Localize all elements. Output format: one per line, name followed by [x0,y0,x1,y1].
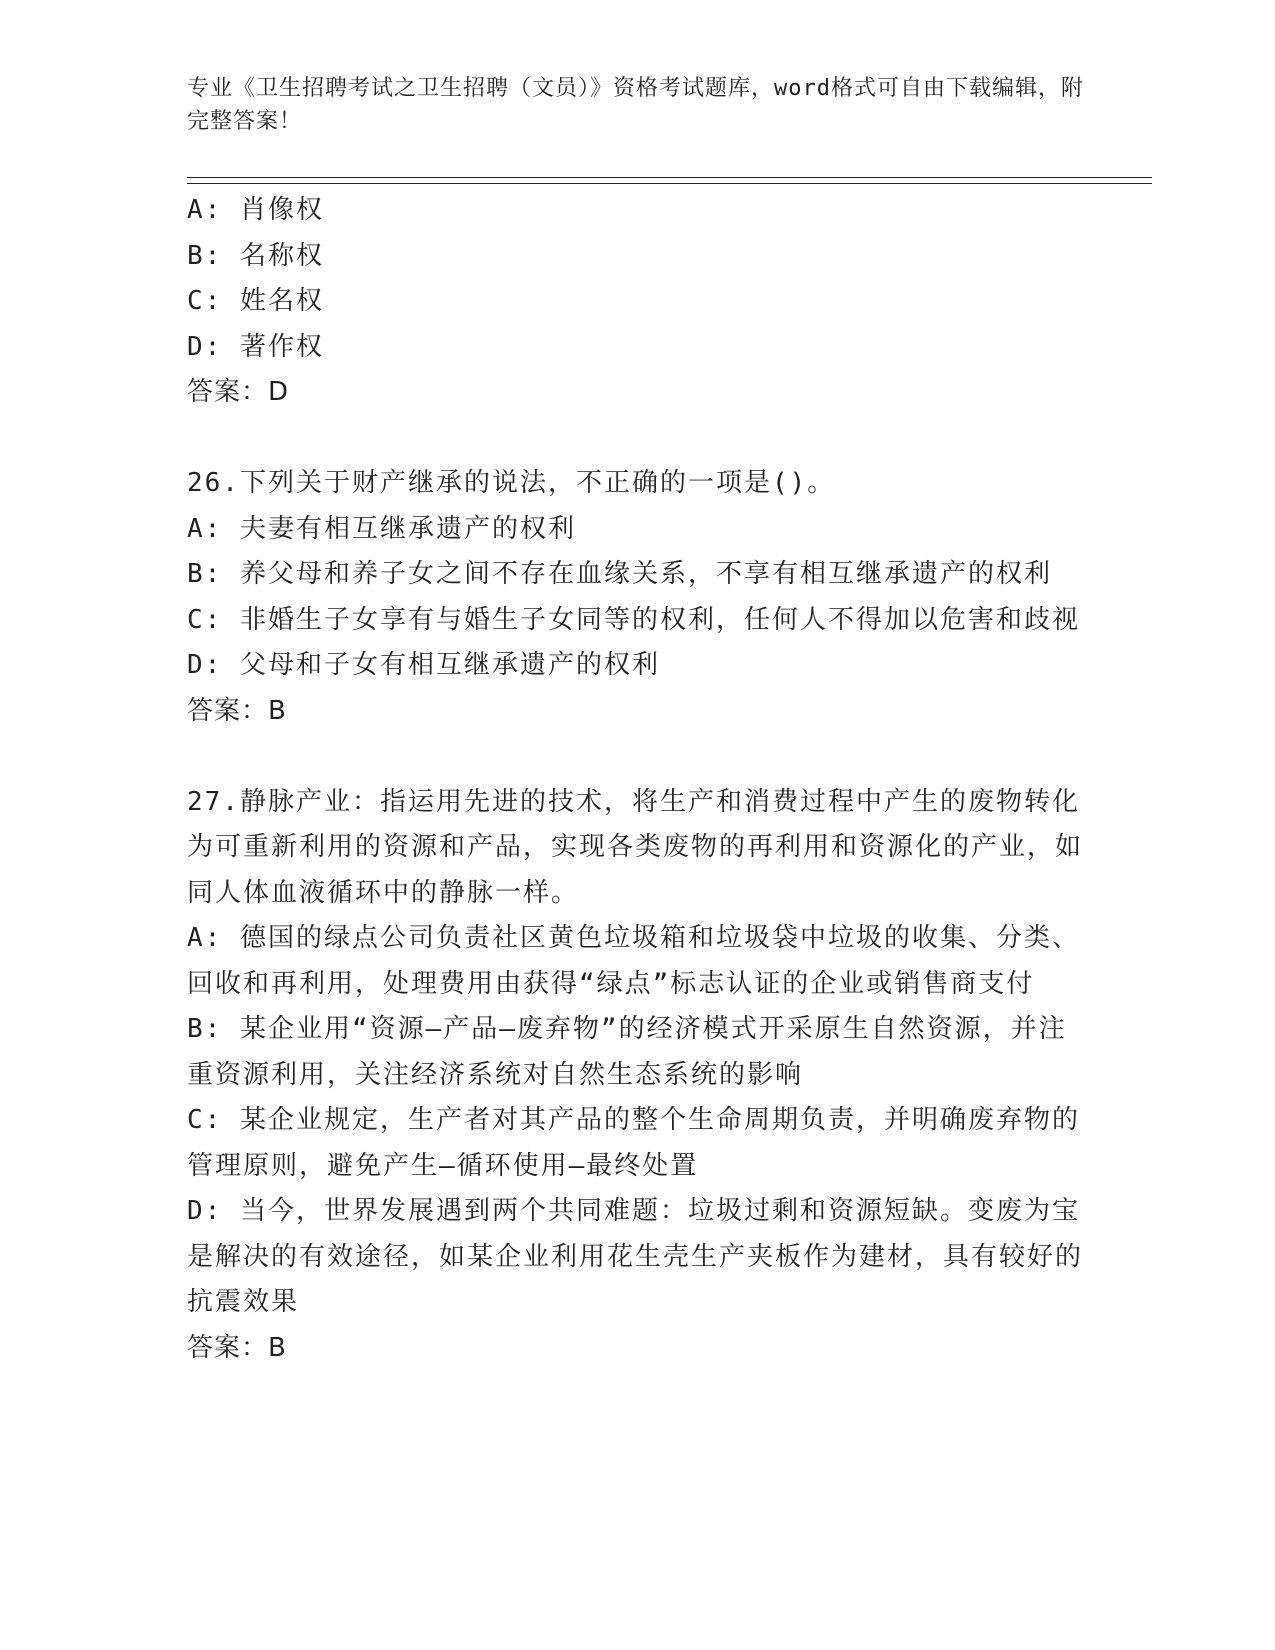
question-26 [187,461,1087,734]
option-a: A: 德国的绿点公司负责社区黄色垃圾箱和垃圾袋中垃圾的收集、分类、回收和再利用，处理费用由获得“绿点”标志认证的企业或销售商支付 [187,923,1080,999]
option-a: A: 肖像权 [187,195,324,225]
answer: 答案：B [187,695,287,726]
option-b: B: 名称权 [187,240,324,271]
answer: 答案：B [187,1332,287,1363]
question-stem: 26.下列关于财产继承的说法，不正确的一项是()。 [187,468,836,498]
answer: 答案：D [187,377,290,407]
question-27 [187,780,1087,1372]
option-b: B: 某企业用“资源—产品—废弃物”的经济模式开采原生自然资源，并注重资源利用，关注经济系统对自然生态系统的影响 [187,1014,1067,1090]
question-content [187,188,1087,1371]
question-25 [187,188,1087,416]
option-c: C: 姓名权 [187,286,324,316]
option-d: D: 父母和子女有相互继承遗产的权利 [187,650,660,680]
option-d: D: 著作权 [187,331,324,362]
option-d: D: 当今，世界发展遇到两个共同难题：垃圾过剩和资源短缺。变废为宝是解决的有效途径，如某企业利用花生壳生产夹板作为建材，具有较好的抗震效果 [187,1196,1084,1317]
option-a: A: 夫妻有相互继承遗产的权利 [187,513,576,544]
header-text: 专业《卫生招聘考试之卫生招聘（文员）》资格考试题库，word格式可自由下载编辑，附完整答案！ [187,76,1084,134]
document-header [187,72,1087,138]
spacer [187,416,1087,462]
option-c: C: 某企业规定，生产者对其产品的整个生命周期负责，并明确废弃物的管理原则，避免产生—循环使用—最终处置 [187,1105,1080,1181]
spacer [187,734,1087,780]
header-rule-top [187,177,1152,178]
option-c: C: 非婚生子女享有与婚生子女同等的权利，任何人不得加以危害和歧视 [187,604,1080,635]
option-b: B: 养父母和养子女之间不存在血缘关系，不享有相互继承遗产的权利 [187,559,1052,589]
question-stem: 27.静脉产业：指运用先进的技术，将生产和消费过程中产生的废物转化为可重新利用的资源和产品，实现各类废物的再利用和资源化的产业，如同人体血液循环中的静脉一样。 [187,786,1084,908]
header-rule-bottom [187,183,1152,184]
